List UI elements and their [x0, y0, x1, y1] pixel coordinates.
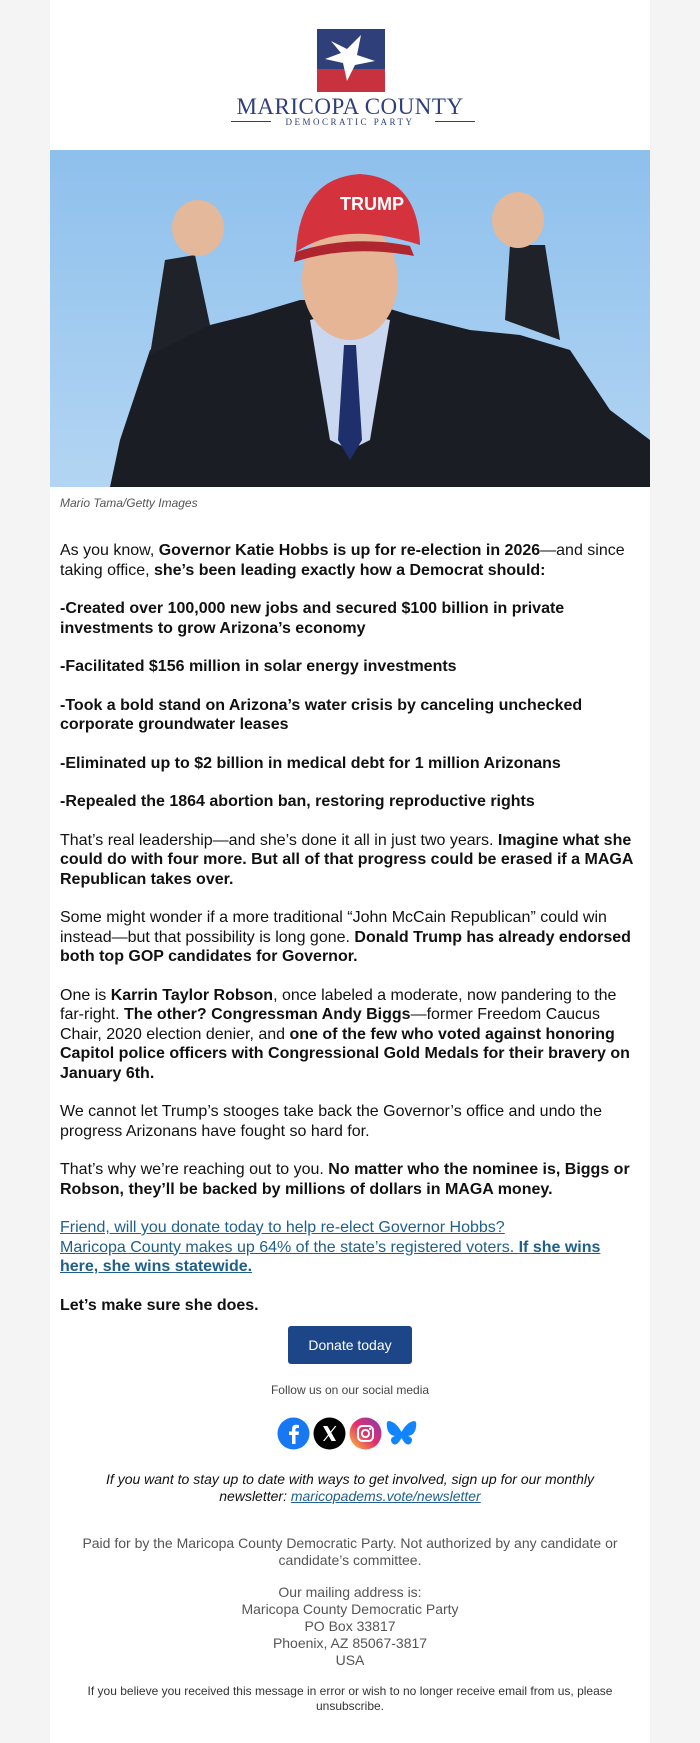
intro-paragraph: [60, 541, 640, 580]
text: she’s been leading exactly how a Democrat should:: [153, 561, 546, 579]
header-logo[interactable]: [50, 0, 650, 150]
cta-area: [50, 1326, 650, 1364]
voters-link[interactable]: Maricopa County makes up 64% of the state’s registered voters.: [60, 1238, 519, 1256]
follow-text: Follow us on our social media: [270, 1383, 430, 1397]
message-body: [60, 541, 640, 1334]
newsletter-signup: If you want to stay up to date with ways to get involved, sign up for our monthly newsletter: maricopadems.vote/newsletter: [106, 1471, 594, 1504]
donate-today-button[interactable]: Donate today: [288, 1326, 412, 1364]
mccain-paragraph: Some might wonder if a more traditional “John McCain Republican” could win instead—but that possibility is long gone. Donald Trump has already endorsed both top GOP candidates for Governor.: [60, 909, 631, 965]
closing-line: Let’s make sure she does.: [60, 1296, 259, 1314]
logo-subtitle: DEMOCRATIC PARTY: [285, 117, 415, 127]
donate-link-paragraph: [60, 1218, 640, 1277]
facebook-icon[interactable]: [277, 1417, 310, 1450]
cap-text: TRUMP: [340, 194, 404, 214]
candidates-paragraph: One is Karrin Taylor Robson, once labeled a moderate, now pandering to the far-right. The other? Congressman Andy Biggs—former Freedom Caucus Chair, 2020 election denier, and one of the few who voted against honoring Capitol police officers with Congressional Gold Medals for their bravery on January 6th.: [60, 986, 630, 1082]
list-item: -Eliminated up to $2 billion in medical debt for 1 million Arizonans: [60, 754, 561, 772]
nominee-paragraph: That’s why we’re reaching out to you. No matter who the nominee is, Biggs or Robson, they’ll be backed by millions of dollars in MAGA money.: [60, 1161, 630, 1198]
list-item: -Repealed the 1864 abortion ban, restoring reproductive rights: [60, 793, 535, 810]
text: Governor Katie Hobbs is up for re-election in 2026: [158, 542, 541, 559]
photo-caption: Mario Tama/Getty Images: [60, 496, 198, 510]
list-item: -Facilitated $156 million in solar energy investments: [60, 658, 457, 675]
newsletter-link[interactable]: maricopadems.vote/newsletter: [290, 1488, 481, 1504]
statewide-link[interactable]: If she wins here, she wins statewide.: [60, 1238, 601, 1275]
mailing-address: Our mailing address is: Maricopa County Democratic Party PO Box 33817 Phoenix, AZ 85067-3817 USA: [241, 1584, 459, 1668]
instagram-icon[interactable]: [349, 1417, 382, 1450]
list-item: -Took a bold stand on Arizona’s water crisis by canceling unchecked corporate groundwater leases: [60, 696, 583, 733]
party-logo-icon: [317, 29, 385, 92]
email-body: [50, 0, 650, 1743]
unsubscribe-notice[interactable]: If you believe you received this message in error or wish to no longer receive email from us, please unsubscribe.: [87, 1684, 613, 1713]
donate-link[interactable]: Friend, will you donate today to help re-elect Governor Hobbs?: [60, 1219, 505, 1236]
logo-wordmark: MARICOPA COUNTY: [236, 94, 464, 119]
stooges-paragraph: We cannot let Trump’s stooges take back the Governor’s office and undo the progress Arizonans have fought so hard for.: [60, 1103, 602, 1140]
hero-photo: [50, 150, 650, 487]
x-icon[interactable]: [313, 1417, 346, 1450]
text: As you know,: [60, 542, 159, 559]
list-item: -Created over 100,000 new jobs and secured $100 billion in private investments to grow Arizona’s economy: [60, 600, 565, 637]
leadership-paragraph: That’s real leadership—and she’s done it all in just two years. Imagine what she could do with four more. But all of that progress could be erased if a MAGA Republican takes over.: [60, 831, 633, 888]
paid-for-disclaimer: Paid for by the Maricopa County Democratic Party. Not authorized by any candidate or candidate’s committee.: [82, 1535, 618, 1568]
bluesky-icon[interactable]: [385, 1417, 418, 1450]
social-icons: [277, 1417, 418, 1453]
divider: [435, 121, 475, 122]
text: —and since taking office,: [60, 542, 625, 579]
